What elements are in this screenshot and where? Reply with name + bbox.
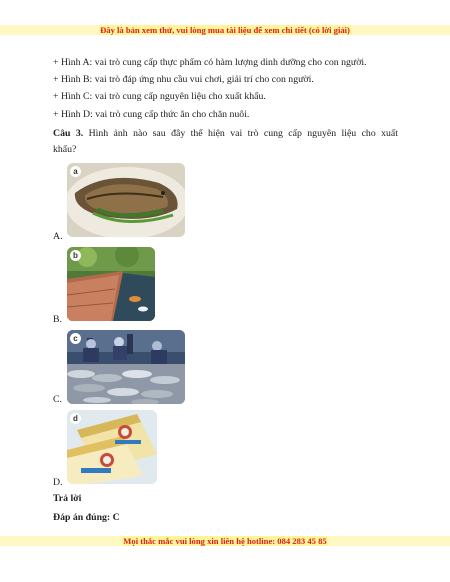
option-a-label[interactable]: A. <box>53 231 63 242</box>
option-a-badge: a <box>70 166 81 177</box>
option-b-badge: b <box>70 250 81 261</box>
question-number: Câu 3. <box>53 128 84 139</box>
option-a-image <box>67 163 185 237</box>
option-b-label[interactable]: B. <box>53 314 62 325</box>
question-text-cont: khẩu? <box>53 144 77 155</box>
option-c-label[interactable]: C. <box>53 394 62 405</box>
explanation-line-b: + Hình B: vai trò đáp ứng nhu cầu vui chơi, giải trí cho con người. <box>53 74 314 85</box>
correct-answer: Đáp án đúng: C <box>53 512 120 523</box>
explanation-line-a: + Hình A: vai trò cung cấp thực phẩm có hàm lượng dinh dưỡng cho con người. <box>53 57 367 68</box>
option-b-image <box>67 247 155 321</box>
option-d-badge: d <box>70 413 81 424</box>
option-c-badge: c <box>70 333 81 344</box>
hotline-notice: Mọi thắc mắc vui lòng xin liên hệ hotline: 084 283 45 85 <box>0 536 450 546</box>
preview-notice: Đây là bản xem thử, vui lòng mua tài liệu để xem chi tiết (có lời giải) <box>0 25 450 35</box>
option-c-image <box>67 330 185 404</box>
option-d-label[interactable]: D. <box>53 477 63 488</box>
explanation-line-c: + Hình C: vai trò cung cấp nguyên liệu cho xuất khẩu. <box>53 91 266 102</box>
explanation-line-d: + Hình D: vai trò cung cấp thức ăn cho chăn nuôi. <box>53 109 250 120</box>
answer-heading: Trả lời <box>53 493 82 504</box>
question-text: Câu 3. Hình ảnh nào sau đây thể hiện vai trò cung cấp nguyên liệu cho xuất <box>53 128 398 139</box>
option-d-image <box>67 410 157 484</box>
